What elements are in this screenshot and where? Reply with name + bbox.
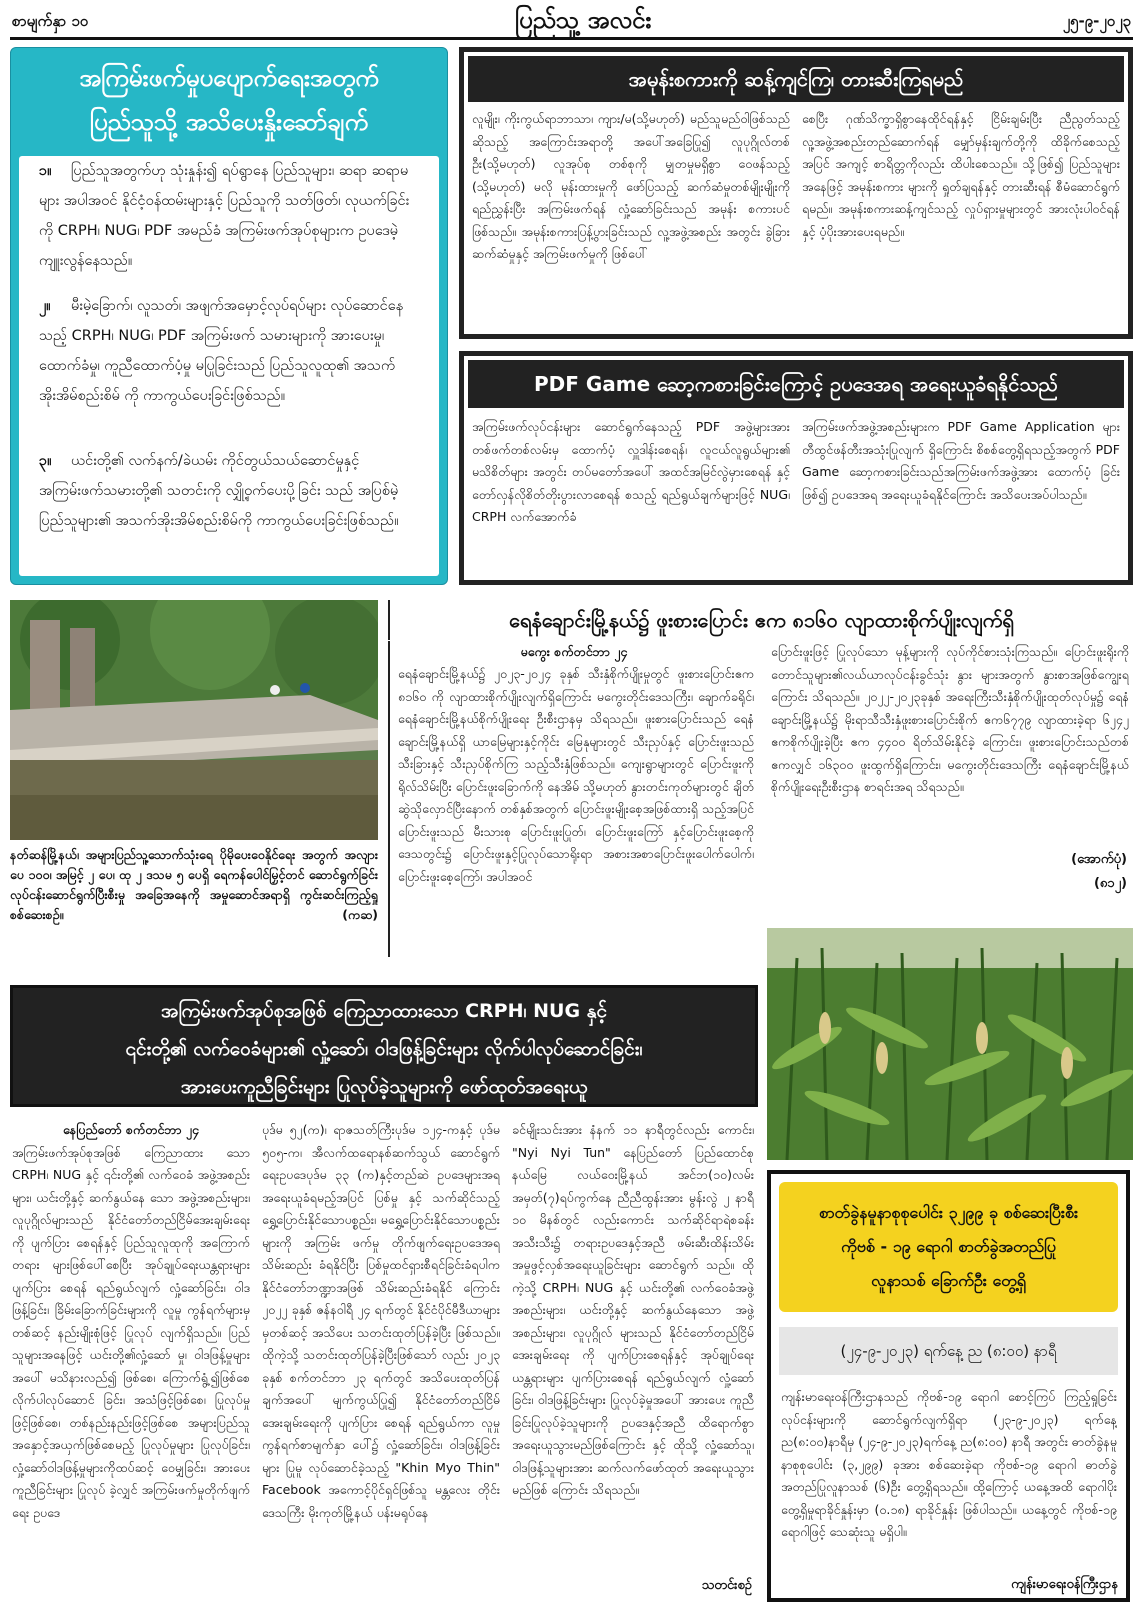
issue-date: ၂၅-၉-၂၀၂၃ [1062, 12, 1131, 30]
article-column: ပုဒ်မ ၅၂(က)၊ ရာဇသတ်ကြီးပုဒ်မ ၁၂၄-ကနှင့် ပုဒ်မ ၅၀၅-က၊ အီလက်ထရောနစ်ဆက်သွယ် ဆောင်ရွက်ရေးဥပဒေပုဒ်မ ၃၃ (က)နှင့်တည်ဆဲ ဥပဒေများအရ အရေးယူခံရမည့်အပြင် ပြစ်မှု နှင့် သက်ဆိုင်သည့် ရွှေ့ပြောင်းနိုင်သောပစ္စည်း၊ မရွှေ့ပြောင်းနိုင်သောပစ္စည်းများကို အကြမ်း ဖက်မှု တိုက်ဖျက်ရေးဥပဒေအရ သိမ်းဆည်း ခံရနိုင်ပြီး ပြစ်မှုထင်ရှားစီရင်ခြင်းခံရပါက နိုင်ငံတော်ဘဏ္ဍာအဖြစ် သိမ်းဆည်းခံရနိုင် ကြောင်း ၂၀၂၂ ခုနှစ် ဇန်နဝါရီ ၂၄ ရက်တွင် နိုင်ငံပိုင်မီဒီယာများမှတစ်ဆင့် အသိပေး သတင်းထုတ်ပြန်ခဲ့ပြီး ဖြစ်သည်။ ထိုကဲ့သို့ သတင်းထုတ်ပြန်ခဲ့ပြီးဖြစ်သော် လည်း ၂၀၂၃ ခုနှစ် စက်တင်ဘာ ၂၃ ရက်တွင် အသိပေးထုတ်ပြန်ချက်အပေါ် မျက်ကွယ်ပြု၍ နိုင်ငံတော်တည်ငြိမ်အေးချမ်းရေးကို ပျက်ပြား စေရန် ရည်ရွယ်ကာ လူမှုကွန်ရက်စာမျက်နှာ ပေါ်၌ လှုံ့ဆော်ခြင်း၊ ဝါဒဖြန့်ခြင်းများ ပြုမူ လုပ်ဆောင်ခဲ့သည့် "Khin Myo Thin" Facebook အကောင့်ပိုင်ရှင်ဖြစ်သူ မန္တလေး တိုင်းဒေသကြီး မိုးကုတ်မြို့နယ် ပန်းမရုပ်နေ [262, 1122, 500, 1520]
announcement-title-1: အကြမ်းဖက်မှုပပျောက်ရေးအတွက် [79, 64, 379, 92]
reservoir-illustration [10, 600, 378, 840]
article-corn-right [767, 641, 1133, 897]
reservoir-photo [10, 600, 378, 840]
covid-report-header [779, 1182, 1118, 1312]
announcement-item: ၂။ မီးမဲ့ခြောက်၊ လူသတ်၊ အဖျက်အမှောင့်လုပ်ရပ်များ လုပ်ဆောင်နေသည့် CRPH၊ NUG၊ PDF အကြမ်းဖက် သမားများကို အားပေးမှု၊ ထောက်ခံမှု၊ ကူညီထောက်ပံ့မှု မပြုခြင်းသည် ပြည်သူလူထု၏ အသက်အိုးအိမ်စည်းစိမ် ကို ကာကွယ်ပေးခြင်းဖြစ်သည်။ [39, 298, 404, 404]
photo-caption: နတ်ဆန်မြို့နယ်၊ အများပြည်သူ့သောက်သုံးရေ ပိုမိုပေးဝေနိုင်ရေး အတွက် အလျား ပေ ၁၀၀၊ အမြင့် ၂ ပေ၊ ထု ၂ ဒသမ ၅ ပေရှိ ရေကန်ပေါင်မြှင့်တင် ဆောင်ရွက်ခြင်းလုပ်ငန်းဆောင်ရွက်ပြီးစီးမှု အခြေအနေကို အမှုဆောင်အရာရှိ ကွင်းဆင်းကြည့်ရှုစစ်ဆေးစဉ်။ (ကဆ) [10, 845, 378, 955]
article-column: စေပြီး ဂုဏ်သိက္ခာရှိစွာနေထိုင်ရန်နှင့် ငြိမ်းချမ်းပြီး ညီညွတ်သည့် လူ့အဖွဲ့အစည်းတည်ဆောက်ရန် မျှော်မှန်းချက်တို့ကို ထိခိုက်စေသည့်အပြင် အကျင့် စာရိတ္တကိုလည်း ထိပါးစေသည်။ သို့ဖြစ်၍ ပြည်သူများအနေဖြင့် အမုန်းစကား များကို ရှုတ်ချရန်နှင့် တားဆီးရန် စီမံဆောင်ရွက် ရမည်။ အမုန်းစကားဆန့်ကျင်သည့် လှုပ်ရှားမှုများတွင် အားလုံးပါဝင်ရန်နှင့် ပံ့ပိုးအားပေးရမည်။ [802, 111, 1120, 239]
article-crph-header [10, 985, 758, 1107]
covid-title: လူနာသစ် ခြောက်ဦး တွေ့ရှိ [871, 1271, 1026, 1290]
article-pdf-game [459, 351, 1133, 585]
article-column: ရေနံချောင်းမြို့နယ်၌ ၂၀၂၃-၂၀၂၄ ခုနှစ် သီးနှံစိုက်ပျိုးမှုတွင် ဖူးစားပြောင်းဧက ၈၁၆၀ ကို လျာထားစိုက်ပျိုးလျက်ရှိကြောင်း မကွေးတိုင်းဒေသကြီး၊ ချောက်ခရိုင်၊ ရေနံချောင်းမြို့နယ်စိုက်ပျိုးရေး ဦးစီးဌာနမှ သိရသည်။ ဖူးစားပြောင်းသည် ရေနံချောင်းမြို့နယ်ရှိ ယာမြေများနှင့်ကိုင်း မြေနုများတွင် သီးညှပ်နှင့် ပြောင်းဖူးသည်သီးခြားနှင့် သီးညှပ်စိုက်ကြ သည့်သီးနှံဖြစ်သည်။ ကျေးရွာများတွင် ပြောင်းဖူးကို ရိုလ်သိမ်းပြီး ပြောင်းဖူးခြောက်ကို နေအိမ် သို့မဟုတ် နွားတင်းကုတ်များတွင် ချိတ် ဆွဲသိုလှောင်ပြီးနောက် တစ်နှစ်အတွက် ပြောင်းဖူးမျိုးစေ့အဖြစ်ထားရှိ သည့်အပြင် ပြောင်းဖူးသည် မီးသားစု ပြောင်းဖူးပြုတ်၊ ပြောင်းဖူးကြော် နှင့်ပြောင်းဖူးစေ့ကိုဒေသတွင်း၌ ပြောင်းဖူးနှင့်ပြုလုပ်သောရိုးရာ အစားအစာပြောင်းဖူးပေါက်ပေါက်၊ ပြောင်းဖူးစေ့ကြော်၊ အပါအဝင် [398, 666, 754, 884]
article-column: နေပြည်တော် စက်တင်ဘာ ၂၄ အကြမ်းဖက်အုပ်စုအဖြစ် ကြေညာထား သော CRPH၊ NUG နှင့် ၎င်းတို့၏ လက်ဝေခံ အဖွဲ့အစည်းများ၊ ယင်းတို့နှင့် ဆက်နွယ်နေ သော အဖွဲ့အစည်းများ၊ လူပုဂ္ဂိုလ်များသည် နိုင်ငံတော်တည်ငြိမ်အေးချမ်းရေးကို ပျက်ပြား စေရန်နှင့် ပြည်သူလူထုကို အကြောက်တရား များဖြစ်ပေါ်စေပြီး အုပ်ချုပ်ရေးယန္တရားများ ပျက်ပြား စေရန် ရည်ရွယ်လျက် လှုံ့ဆော်ခြင်း၊ ဝါဒ ဖြန့်ခြင်း၊ ခြိမ်းခြောက်ခြင်းများကို လူမှု ကွန်ရက်များမှတစ်ဆင့် နည်းမျိုးစုံဖြင့် ပြုလုပ် လျက်ရှိသည်။ ပြည်သူများအနေဖြင့် ယင်းတို့၏လှုံ့ဆော် မှု၊ ဝါဒဖြန့်မှုများအပေါ် မသိနားလည်၍ ဖြစ်စေ၊ ကြောက်ရွံ့၍ဖြစ်စေ လိုက်ပါလုပ်ဆောင် ခြင်း၊ အသံဖြင့်ဖြစ်စေ၊ ပြုလုပ်မှုဖြင့်ဖြစ်စေ၊ တစ်နည်းနည်းဖြင့်ဖြစ်စေ အများပြည်သူ အနှောင့်အယှက်ဖြစ်စေမည့် ပြုလုပ်မှုများ ပြုလုပ်ခြင်း၊ လှုံ့ဆော်ဝါဒဖြန့်မှုများကိုထပ်ဆင့် ဝေမျှခြင်း၊ အားပေးကူညီခြင်းများ ပြုလုပ် ခဲ့လျှင် အကြမ်းဖက်မှုတိုက်ဖျက်ရေး ဥပဒေ [12, 1119, 250, 1599]
announcement-box [10, 47, 448, 585]
covid-title: ကိုဗစ် - ၁၉ ရောဂါ စာတ်ခွဲအတည်ပြု [841, 1237, 1056, 1256]
announcement-title-2: ပြည်သူသို့ အသိပေးနှိုးဆော်ချက် [89, 108, 369, 136]
paper-logo: ပြည်သူ့ အလင်း [515, 5, 652, 34]
covid-title: စာတ်ခွဲနမူနာစုစုပေါင်း ၃၂၉၉ ခု စစ်ဆေးပြီးစီး [818, 1203, 1079, 1222]
dateline: မကွေး စက်တင်ဘာ ၂၄ [520, 644, 628, 659]
corn-illustration [767, 928, 1133, 1160]
article-title: ရေနံချောင်းမြို့နယ်၌ ဖူးစားပြောင်း ဧက ၈၁၆၀ လျာထားစိုက်ပျိုးလျက်ရှိ [388, 600, 1133, 640]
announcement-item: ၃။ ယင်းတို့၏ လက်နက်/ခဲယမ်း ကိုင်တွယ်သယ်ဆောင်မှုနှင့် အကြမ်းဖက်သမားတို့၏ သတင်းကို လျှို့ဝှက်ပေးပို့ခြင်း သည် အပြစ်မဲ့ပြည်သူများ၏ အသက်အိုးအိမ်စည်းစိမ်ကို ကာကွယ်ပေးခြင်းဖြစ်သည်။ [39, 453, 399, 529]
covid-report-date: (၂၄-၉-၂၀၂၃) ရက်နေ့ ည (၈:၀၀) နာရီ [779, 1327, 1118, 1375]
article-column: ခင်မျိုးသင်းအား နံနက် ၁၁ နာရီတွင်လည်း ကောင်း၊ "Nyi Nyi Tun" နေပြည်တော် ပြည်ထောင်စုနယ်မြေ လယ်ဝေးမြို့နယ် အင်ဘ(၁၀)လမ်း အမှတ်(၇)ရပ်ကွက်နေ ညီညီထွန်းအား မွန်းလွဲ ၂ နာရီ ၁၀ မိနစ်တွင် လည်းကောင်း သက်ဆိုင်ရာရဲစခန်းအသီးသီး၌ တရားဥပဒေနှင့်အညီ ဖမ်းဆီးထိန်းသိမ်း အမှုဖွင့်လှစ်အရေးယူခြင်းများ ဆောင်ရွက် သည်။ ထိုကဲ့သို့ CRPH၊ NUG နှင့် ယင်းတို့၏ လက်ဝေခံအဖွဲ့အစည်းများ၊ ယင်းတို့နှင့် ဆက်နွယ်နေသော အဖွဲ့အစည်းများ၊ လူပုဂ္ဂိုလ် များသည် နိုင်ငံတော်တည်ငြိမ်အေးချမ်းရေး ကို ပျက်ပြားစေရန်နှင့် အုပ်ချုပ်ရေးယန္တရားများ ပျက်ပြားစေရန် ရည်ရွယ်လျက် လှုံ့ဆော်ခြင်း၊ ဝါဒဖြန့်ခြင်းများ ပြုလုပ်ခဲ့မှုအပေါ် အားပေး ကူညီခြင်းပြုလုပ်ခဲ့သူများကို ဥပဒေနှင့်အညီ ထိရောက်စွာ အရေးယူသွားမည်ဖြစ်ကြောင်း နှင့် ထိုသို့ လှုံ့ဆော်သူ၊ ဝါဒဖြန့်သူများအား ဆက်လက်ဖော်ထုတ် အရေးယူသွားမည်ဖြစ် ကြောင်း သိရသည်။ [512, 1122, 754, 1497]
article-corn-left [388, 641, 758, 957]
article-hate-speech [459, 47, 1133, 339]
article-column: ပြောင်းဖူးဖြင့် ပြုလုပ်သော မုန့်များကို လုပ်ကိုင်စားသုံးကြသည်။ ပြောင်းဖူးရိုးကို တောင်သူများ၏လယ်ယာလုပ်ငန်းခွင်သုံး နွား များအတွက် နွားစာအဖြစ်ကျွေးရကြောင်း သိရသည်။ ၂၀၂၂-၂၀၂၃ခုနှစ် အရေးကြီးသီးနှံစိုက်ပျိုးထုတ်လုပ်မှု၌ ရေနံချောင်းမြို့နယ်၌ မိုးရာသီသီးနှံဖူးစားပြောင်းစိုက် ဧက၆၇၇၉ လျာထားခဲ့ရာ ၆၂၄၂ ဧကစိုက်ပျိုးခဲ့ပြီး ဧက ၄၄၀၀ ရိတ်သိမ်းနိုင်ခဲ့ ကြောင်း၊ ဖူးစားပြောင်းသည်တစ်ဧကလျှင် ၁၆၃၀၀ ဖူးထွက်ရှိကြောင်း၊ မကွေးတိုင်းဒေသကြီး ရေနံချောင်းမြို့နယ်စိုက်ပျိုးရေးဦးစီးဌာန စာရင်းအရ သိရသည်။ [771, 644, 1129, 794]
announcement-item: ၁။ ပြည်သူအတွက်ဟု သုံးနှုန်း၍ ရပ်ရွာနေ ပြည်သူများ၊ ဆရာ ဆရာမများ အပါအဝင် နိုင်ငံ့ဝန်ထမ်းများနှင့် ပြည်သူကို သတ်ဖြတ်၊ လုယက်ခြင်းကို CRPH၊ NUG၊ PDF အမည်ခံ အကြမ်းဖက်အုပ်စုများက ဥပဒေမဲ့ကျူးလွန်နေသည်။ [39, 163, 410, 269]
announcement-body [19, 156, 439, 576]
byline: (အောက်ပုံ) [1071, 852, 1127, 867]
article-column: လူမျိုး၊ ကိုးကွယ်ရာဘာသာ၊ ကျား/မ(သို့မဟုတ်) မည်သူမည်ဝါဖြစ်သည်ဆိုသည့် အကြောင်းအရာတို့ အပေါ်အခြေပြု၍ လူပုဂ္ဂိုလ်တစ်ဦး(သို့မဟုတ်) လူအုပ်စု တစ်စုကို မျှတမှုမရှိစွာ ဝေဖန်သည့် (သို့မဟုတ်) မလို မုန်းထားမှုကို ဖော်ပြသည့် ဆက်ဆံမှုတစ်မျိုးမျိုးကို ရည်ညွှန်းပြီး အကြမ်းဖက်ရန် လှုံ့ဆော်ခြင်းသည် အမုန်း စကားပင်ဖြစ်သည်။ အမုန်းစကားပြန့်ပွားခြင်းသည် လူ့အဖွဲ့အစည်း အတွင်း ခွဲခြားဆက်ဆံမှုနှင့် အကြမ်းဖက်မှုကို ဖြစ်ပေါ် [472, 111, 790, 261]
page-number: စာမျက်နှာ ၁၀ [12, 12, 89, 30]
article-column: အကြမ်းဖက်လုပ်ငန်းများ ဆောင်ရွက်နေသည့် PDF အဖွဲ့များအား တစ်ဖက်တစ်လမ်းမှ ထောက်ပံ့ လှူဒါန်းစေရန်၊ လူငယ်လူရွယ်များ၏ မသိစိတ်များ အတွင်း တပ်မတော်အပေါ် အထင်အမြင်လွဲမှားစေရန် နှင့် တော်လှန်လိုစိတ်တိုးပွားလာစေရန် စသည့် ရည်ရွယ်ချက်များဖြင့် NUG၊ CRPH လက်အောက်ခံ [472, 419, 790, 524]
article-column: အကြမ်းဖက်အဖွဲ့အစည်းများက PDF Game Application များ တီထွင်ဖန်တီးအသုံးပြုလျက် ရှိကြောင်း စိစစ်တွေ့ရှိရသည့်အတွက် PDF Game ဆော့ကစားခြင်းသည်အကြမ်းဖက်အဖွဲ့အား ထောက်ပံ့ ခြင်းဖြစ်၍ ဥပဒေအရ အရေးယူခံရနိုင်ကြောင်း အသိပေးအပ်ပါသည်။ [802, 419, 1120, 502]
covid-report-body: ကျန်းမာရေးဝန်ကြီးဌာနသည် ကိုဗစ်-၁၉ ရောဂါ စောင့်ကြပ် ကြည့်ရှုခြင်းလုပ်ငန်းများကို ဆောင်ရွက်လျက်ရှိရာ (၂၃-၉-၂၀၂၃) ရက်နေ့ ည(၈:၀၀)နာရီမှ (၂၄-၉-၂၀၂၃)ရက်နေ့ ည(၈:၀၀) နာရီ အတွင်း ဓာတ်ခွဲနမူနာစုစုပေါင်း (၃,၂၉၉) ခုအား စစ်ဆေးခဲ့ရာ ကိုဗစ်-၁၉ ရောဂါ ဓာတ်ခွဲအတည်ပြုလူနာသစ် (၆)ဦး တွေ့ရှိရသည်။ ထို့ကြောင့် ယနေ့အထိ ရောဂါပိုးတွေ့ရှိမှုရာခိုင်နှုန်းမှာ (၀.၁၈) ရာခိုင်နှုန်း ဖြစ်ပါသည်။ ယနေ့တွင် ကိုဗစ်-၁၉ ရောဂါဖြင့် သေဆုံးသူ မရှိပါ။ [781, 1389, 1117, 1539]
covid-report-box [767, 1170, 1130, 1602]
article-title: အားပေးကူညီခြင်းများ ပြုလုပ်ခဲ့သူများကို ဖော်ထုတ်အရေးယူ [180, 1076, 588, 1098]
photo-credit: (ကဆ) [342, 907, 378, 922]
corn-field-photo [767, 928, 1133, 1160]
byline-code: (၈၁၂) [1093, 876, 1127, 891]
article-title: အကြမ်းဖက်အုပ်စုအဖြစ် ကြေညာထားသော CRPH၊ NUG နှင့် [160, 1000, 608, 1022]
masthead [10, 6, 1133, 40]
article-title: အမုန်းစကားကို ဆန့်ကျင်ကြ၊ တားဆီးကြရမည် [468, 56, 1124, 102]
byline: သတင်းစဉ် [701, 1578, 752, 1593]
byline: ကျန်းမာရေးဝန်ကြီးဌာန [1011, 1577, 1118, 1592]
article-title: ၎င်းတို့၏ လက်ဝေခံများ၏ လှုံ့ဆော်၊ ဝါဒဖြန့်ခြင်းများ လိုက်ပါလုပ်ဆောင်ခြင်း၊ [125, 1038, 643, 1060]
article-title: PDF Game ဆော့ကစားခြင်းကြောင့် ဥပဒေအရ အရေးယူခံရနိုင်သည် [468, 360, 1124, 408]
dateline: နေပြည်တော် စက်တင်ဘာ ၂၄ [62, 1122, 200, 1137]
article-crph-body [10, 1115, 758, 1602]
